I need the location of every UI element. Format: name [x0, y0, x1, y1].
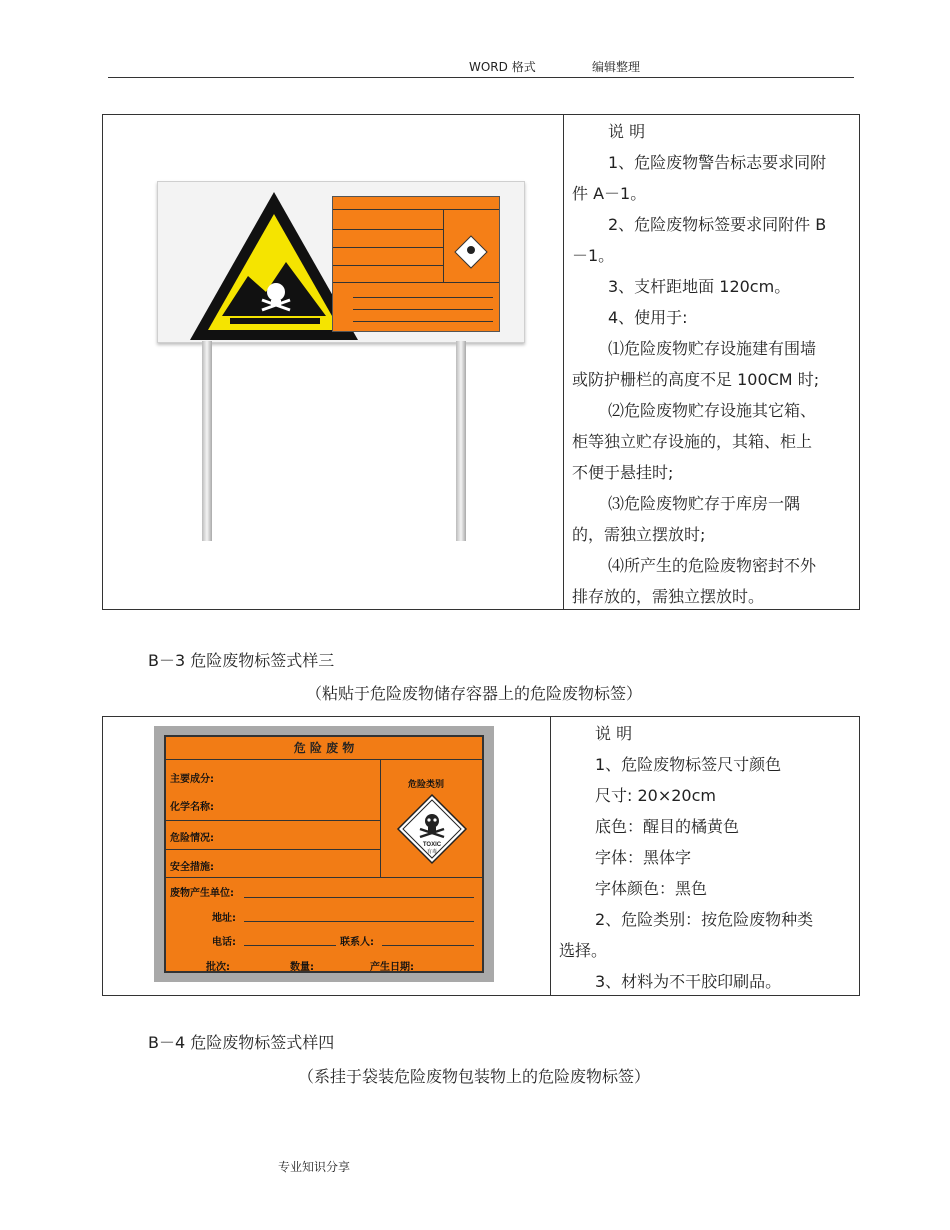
- page-footer: 专业知识分享: [278, 1160, 351, 1174]
- toxic-text: TOXIC: [422, 842, 442, 848]
- notes-title: 说 明: [608, 122, 646, 141]
- table-divider: [550, 717, 551, 995]
- label-batch: 批次:: [206, 962, 230, 973]
- label-danger: 危险情况:: [170, 833, 214, 844]
- note-line: 1、危险废物警告标志要求同附: [608, 153, 827, 172]
- note-line: 字体：黑体字: [595, 848, 692, 867]
- notes-title: 说 明: [595, 724, 633, 743]
- label-contact: 联系人:: [340, 937, 374, 948]
- note-line: ⑶危险废物贮存于库房一隅: [608, 494, 801, 513]
- label-producer: 废物产生单位:: [170, 888, 234, 899]
- note-line: 不便于悬挂时;: [572, 463, 674, 482]
- label-body: [164, 735, 484, 973]
- note-line: 3、支杆距地面 120cm。: [608, 277, 791, 296]
- note-line: 柜等独立贮存设施的，其箱、柜上: [572, 432, 813, 451]
- note-line: 1、危险废物标签尺寸颜色: [595, 755, 782, 774]
- note-line: 排存放的，需独立摆放时。: [572, 587, 765, 606]
- sign-pole-left: [202, 341, 212, 541]
- note-line: 的，需独立摆放时;: [572, 525, 706, 544]
- note-line: 或防护栅栏的高度不足 100CM 时;: [572, 370, 820, 389]
- note-line: 4、使用于:: [608, 308, 688, 327]
- toxic-cn-text: 有毒: [426, 849, 438, 855]
- note-line: －1。: [572, 246, 615, 265]
- label-phone: 电话:: [212, 937, 236, 948]
- section-heading: B－4 危险废物标签式样四: [148, 1033, 335, 1052]
- section-subtitle: （系挂于袋装危险废物包装物上的危险废物标签）: [298, 1067, 651, 1086]
- label-main-component: 主要成分:: [170, 774, 214, 785]
- notes-label: [559, 718, 857, 997]
- section-subtitle: （粘贴于危险废物储存容器上的危险废物标签）: [306, 684, 643, 703]
- label-chem-name: 化学名称:: [170, 802, 214, 813]
- table-divider: [563, 115, 564, 609]
- label-address: 地址:: [212, 913, 236, 924]
- sign-pole-right: [456, 341, 466, 541]
- warning-sign-board-image: [143, 181, 523, 543]
- label-date: 产生日期:: [370, 962, 414, 973]
- label-title: 危 险 废 物: [166, 737, 482, 760]
- hazardous-waste-label-image: [154, 726, 494, 982]
- mini-toxic-diamond-icon: [454, 235, 488, 269]
- toxic-diamond-icon: [396, 793, 468, 865]
- note-line: ⑴危险废物贮存设施建有围墙: [608, 339, 817, 358]
- note-line: ⑵危险废物贮存设施其它箱、: [608, 401, 817, 420]
- note-line: 2、危险废物标签要求同附件 B: [608, 215, 827, 234]
- note-line: 底色：醒目的橘黄色: [595, 817, 740, 836]
- note-line: 2、危险类别：按危险废物种类: [595, 910, 814, 929]
- section-heading: B－3 危险废物标签式样三: [148, 651, 335, 670]
- label-category: 危险类别: [408, 780, 445, 790]
- header-rule: [108, 77, 854, 78]
- label-safety: 安全措施:: [170, 862, 214, 873]
- table-sign-board: [102, 114, 860, 610]
- label-quantity: 数量:: [290, 962, 314, 973]
- note-line: 选择。: [559, 941, 608, 960]
- note-line: 尺寸: 20×20cm: [595, 786, 716, 805]
- mini-hazard-label: [332, 196, 500, 332]
- note-line: 3、材料为不干胶印刷品。: [595, 972, 782, 991]
- header-edit: 编辑整理: [592, 60, 641, 74]
- note-line: 件 A－1。: [572, 184, 647, 203]
- note-line: ⑷所产生的危险废物密封不外: [608, 556, 817, 575]
- notes-sign-board: [572, 116, 857, 612]
- note-line: 字体颜色：黑色: [595, 879, 708, 898]
- header-word-format: WORD 格式: [469, 60, 536, 74]
- sign-panel: [157, 181, 525, 343]
